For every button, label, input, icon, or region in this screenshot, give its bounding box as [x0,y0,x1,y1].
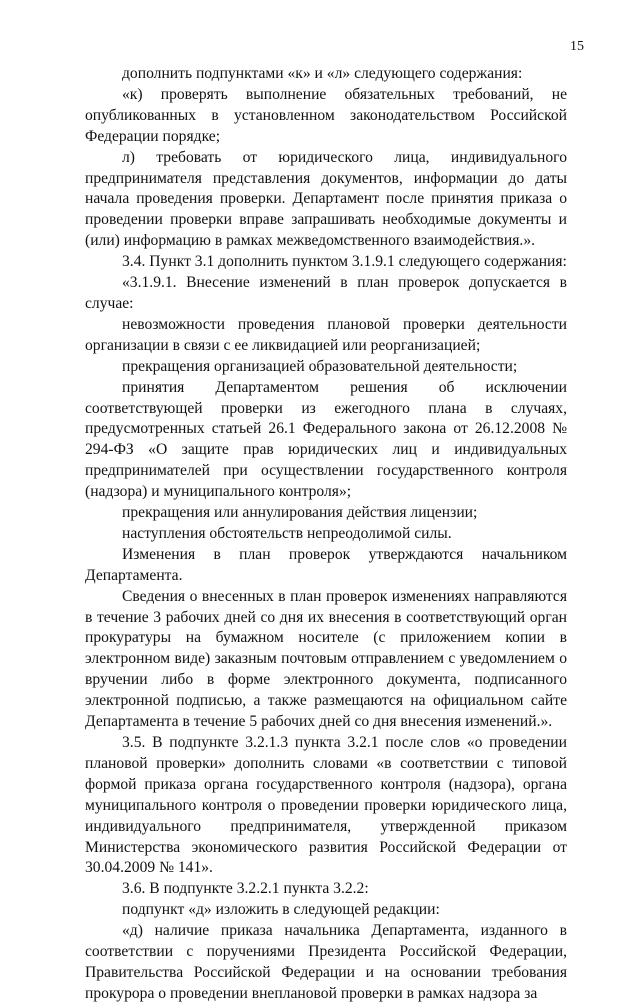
paragraph: принятия Департаментом решения об исключении соответствующей проверки из ежегодного плана в случаях, предусмотренных статьей 26.1 Федерального закона от 26.12.2008 № 294-ФЗ «О защите прав юридических лиц и индивидуальных предпринимателей при осуществлении государственного контроля (надзора) и муниципального контроля»; [85,378,567,501]
paragraph: «к) проверять выполнение обязательных требований, не опубликованных в установленном законодательством Российской Федерации порядке; [85,85,567,145]
paragraph: Изменения в план проверок утверждаются начальником Департамента. [85,545,567,584]
paragraph: невозможности проведения плановой проверки деятельности организации в связи с ее ликвидацией или реорганизацией; [85,315,567,354]
paragraph: 3.6. В подпункте 3.2.2.1 пункта 3.2.2: [122,880,369,898]
paragraph: подпункт «д» изложить в следующей редакции: [122,901,440,919]
paragraph: наступления обстоятельств непреодолимой силы. [122,524,452,542]
paragraph: 3.4. Пункт 3.1 дополнить пунктом 3.1.9.1 следующего содержания: [122,253,567,271]
paragraph: дополнить подпунктами «к» и «л» следующего содержания: [122,65,523,82]
document-body [85,64,567,1005]
paragraph: прекращения организацией образовательной деятельности; [122,357,518,375]
paragraph: прекращения или аннулирования действия лицензии; [122,504,478,522]
paragraph: «3.1.9.1. Внесение изменений в план проверок допускается в случае: [85,274,567,312]
paragraph: «д) наличие приказа начальника Департамента, изданного в соответствии с поручениями Президента Российской Федерации, Правительства Российской Федерации и на основании требования прокурора о проведении внеплановой проверки в рамках надзора за [85,922,567,1002]
page-number: 15 [570,39,584,54]
paragraph: 3.5. В подпункте 3.2.1.3 пункта 3.2.1 после слов «о проведении плановой проверки» дополнить словами «в соответствии с типовой формой приказа органа государственного контроля (надзора), органа муниципального контроля о проведении проверки юридического лица, индивидуального предпринимателя, утвержденной приказом Министерства экономического развития Российской Федерации от 30.04.2009 № 141». [85,734,567,877]
paragraph: л) требовать от юридического лица, индивидуального предпринимателя представления документов, информации до даты начала проведения проверки. Департамент после принятия приказа о проведении проверки вправе запрашивать необходимые документы и (или) информацию в рамках межведомственного взаимодействия.». [85,148,567,250]
paragraph: Сведения о внесенных в план проверок изменениях направляются в течение 3 рабочих дней со дня их внесения в соответствующий орган прокуратуры на бумажном носителе (с приложением копии в электронном виде) заказным почтовым отправлением с уведомлением о вручении либо в форме электронного документа, подписанного электронной подписью, а также размещаются на официальном сайте Департамента в течение 5 рабочих дней со дня внесения изменений.». [85,587,567,731]
